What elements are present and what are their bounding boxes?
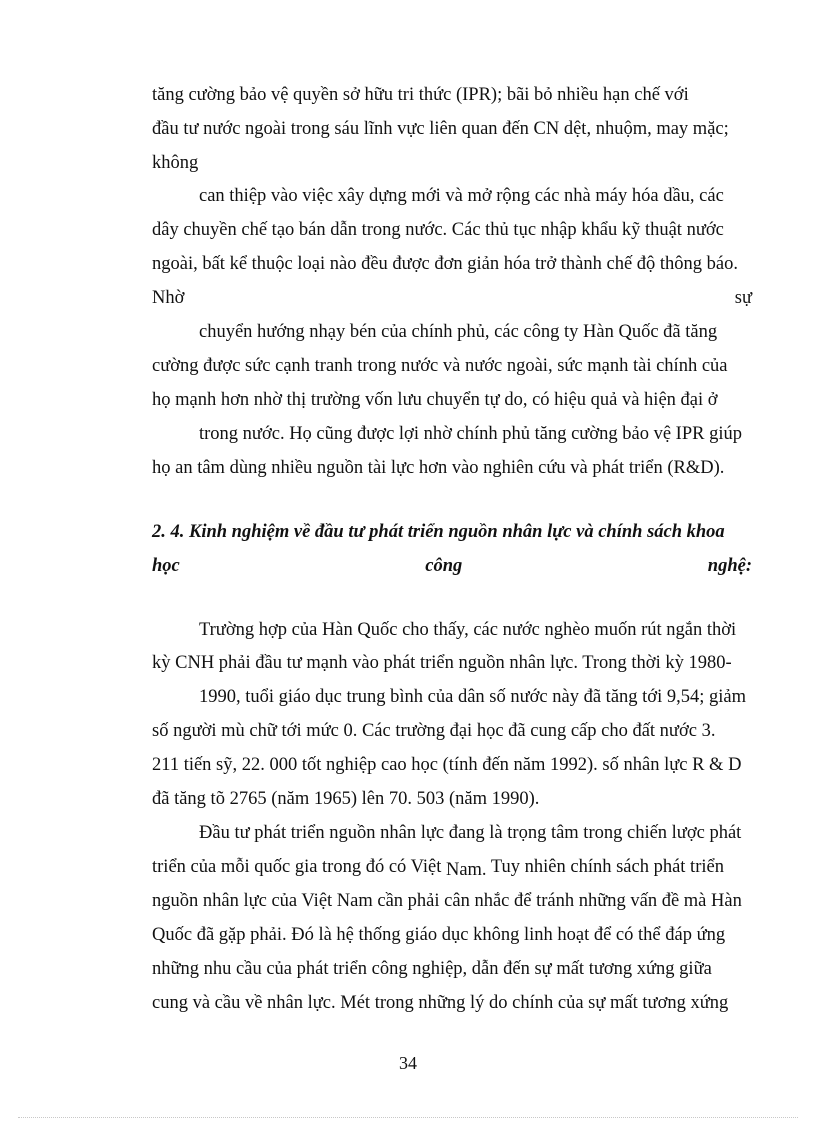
paragraph-line: Đầu tư phát triển nguồn nhân lực đang là trọng tâm trong chiến lược phát <box>199 823 742 843</box>
heading-word: nghệ: <box>707 556 752 576</box>
paragraph-line: cường được sức cạnh tranh trong nước và nước ngoài, sức mạnh tài chính của <box>152 356 728 376</box>
paragraph-line: nguồn nhân lực của Việt Nam cần phải cân nhắc để tránh những vấn đề mà Hàn <box>152 891 742 911</box>
split-line-right: sự <box>734 288 752 308</box>
heading-word: công <box>425 556 463 576</box>
paragraph-line: không <box>152 153 199 173</box>
section-heading: 2. 4. Kinh nghiệm về đầu tư phát triển nguồn nhân lực và chính sách khoa <box>152 522 725 542</box>
paragraph-line: tăng cường bảo vệ quyền sở hữu tri thức (IPR); bãi bỏ nhiều hạn chế với <box>152 85 689 105</box>
paragraph-line: Trường hợp của Hàn Quốc cho thấy, các nước nghèo muốn rút ngắn thời <box>199 620 737 640</box>
heading-word: học <box>152 556 180 576</box>
paragraph-line: chuyển hướng nhạy bén của chính phủ, các công ty Hàn Quốc đã tăng <box>199 322 718 342</box>
paragraph-line: Quốc đã gặp phải. Đó là hệ thống giáo dục không linh hoạt để có thể đáp ứng <box>152 925 726 945</box>
bottom-rule <box>18 1117 798 1118</box>
paragraph-line: đã tăng tõ 2765 (năm 1965) lên 70. 503 (năm 1990). <box>152 789 540 809</box>
paragraph-line: họ mạnh hơn nhờ thị trường vốn lưu chuyển tự do, có hiệu quả và hiện đại ở <box>152 390 718 410</box>
paragraph-line: ngoài, bất kể thuộc loại nào đều được đơn giản hóa trở thành chế độ thông báo. <box>152 254 739 274</box>
subscript-run: Nam. <box>445 860 487 880</box>
paragraph-line: đầu tư nước ngoài trong sáu lĩnh vực liên quan đến CN dệt, nhuộm, may mặc; <box>152 119 729 139</box>
paragraph-line: họ an tâm dùng nhiều nguồn tài lực hơn vào nghiên cứu và phát triển (R&D). <box>152 458 725 478</box>
paragraph-line: 1990, tuổi giáo dục trung bình của dân số nước này đã tăng tới 9,54; giảm <box>199 687 746 707</box>
paragraph-line <box>152 855 752 879</box>
paragraph-line: cung và cầu về nhân lực. Mét trong những lý do chính của sự mất tương xứng <box>152 993 729 1013</box>
text-run: Tuy nhiên chính sách phát triển <box>490 857 724 877</box>
paragraph-line: những nhu cầu của phát triển công nghiệp, dẫn đến sự mất tương xứng giữa <box>152 959 712 979</box>
page-number: 34 <box>399 1053 417 1073</box>
split-line <box>152 286 752 310</box>
paragraph-line: số người mù chữ tới mức 0. Các trường đại học đã cung cấp cho đất nước 3. <box>152 721 716 741</box>
paragraph-line: can thiệp vào việc xây dựng mới và mở rộng các nhà máy hóa dầu, các <box>199 186 724 206</box>
text-run: triển của mỗi quốc gia trong đó có Việt <box>152 857 442 877</box>
paragraph-line: kỳ CNH phải đầu tư mạnh vào phát triển nguồn nhân lực. Trong thời kỳ 1980- <box>152 653 732 673</box>
paragraph-line: 211 tiến sỹ, 22. 000 tốt nghiệp cao học (tính đến năm 1992). số nhân lực R & D <box>152 755 742 775</box>
paragraph-line: trong nước. Họ cũng được lợi nhờ chính phủ tăng cường bảo vệ IPR giúp <box>199 424 742 444</box>
section-heading-line2 <box>152 554 752 578</box>
paragraph-line: dây chuyền chế tạo bán dẫn trong nước. Các thủ tục nhập khẩu kỹ thuật nước <box>152 220 724 240</box>
split-line-left: Nhờ <box>152 288 185 308</box>
